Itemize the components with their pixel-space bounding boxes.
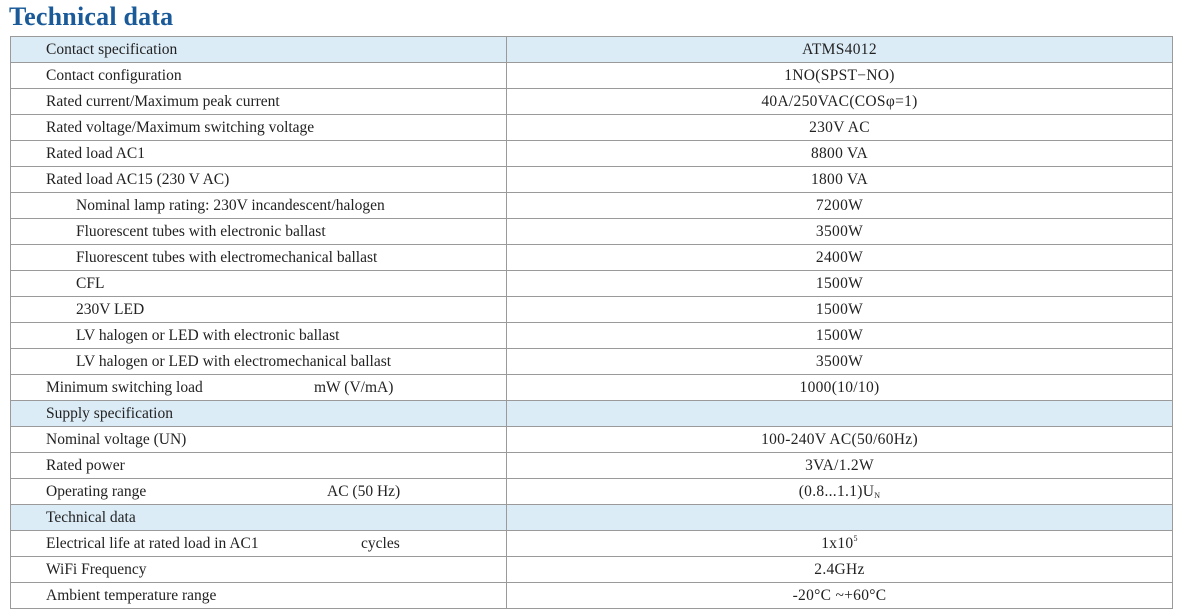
row-value: 1000(10/10) [507,375,1173,401]
row-label-cell [11,479,507,505]
row-label: Rated load AC1 [11,141,507,167]
row-value: (0.8...1.1)U [798,482,875,500]
table-row [11,245,1173,271]
row-unit: mW (V/mA) [314,378,394,396]
row-value: 1500W [507,297,1173,323]
row-value: 7200W [507,193,1173,219]
row-label-cell [11,531,507,557]
row-value: 3500W [507,219,1173,245]
row-unit: cycles [361,534,400,552]
row-label: Fluorescent tubes with electronic ballast [11,219,507,245]
table-row [11,375,1173,401]
row-value-cell [507,531,1173,557]
row-value [507,401,1173,427]
row-label: Minimum switching load [46,378,203,396]
value-superscript: 5 [853,534,858,543]
technical-data-table [10,36,1173,609]
row-label: Contact specification [11,37,507,63]
table-row [11,219,1173,245]
row-value-cell [507,479,1173,505]
table-row [11,557,1173,583]
section-header-row [11,505,1173,531]
table-row [11,531,1173,557]
table-row [11,349,1173,375]
page-title: Technical data [9,2,174,31]
table-row [11,453,1173,479]
row-value: 2400W [507,245,1173,271]
row-label: Electrical life at rated load in AC1 [46,534,259,552]
row-value: 8800 VA [507,141,1173,167]
table-row [11,37,1173,63]
row-label: Operating range [46,482,147,500]
row-value: 230V AC [507,115,1173,141]
table-row [11,141,1173,167]
row-value: ATMS4012 [507,37,1173,63]
table-row [11,297,1173,323]
row-label: Fluorescent tubes with electromechanical ballast [11,245,507,271]
row-label: Nominal lamp rating: 230V incandescent/halogen [11,193,507,219]
row-value: 1NO(SPST−NO) [507,63,1173,89]
row-value: 1500W [507,271,1173,297]
row-label: 230V LED [11,297,507,323]
table-row [11,427,1173,453]
row-unit: AC (50 Hz) [327,482,401,500]
table-row [11,193,1173,219]
row-label: Rated load AC15 (230 V AC) [11,167,507,193]
row-value: 3VA/1.2W [507,453,1173,479]
row-label: LV halogen or LED with electronic ballast [11,323,507,349]
value-subscript: N [874,490,881,500]
row-value: 1x10 [821,535,854,552]
row-label: Rated voltage/Maximum switching voltage [11,115,507,141]
row-label: WiFi Frequency [11,557,507,583]
row-value: 2.4GHz [507,557,1173,583]
table-row [11,115,1173,141]
table-row [11,167,1173,193]
row-value: 100-240V AC(50/60Hz) [507,427,1173,453]
row-value: 1500W [507,323,1173,349]
row-label: Nominal voltage (UN) [11,427,507,453]
table-row [11,271,1173,297]
row-label-cell [11,375,507,401]
row-label: Rated current/Maximum peak current [11,89,507,115]
row-label: Rated power [11,453,507,479]
row-value: 40A/250VAC(COSφ=1) [507,89,1173,115]
row-label: CFL [11,271,507,297]
row-value: 3500W [507,349,1173,375]
row-value [507,505,1173,531]
section-header-technical: Technical data [11,505,507,531]
row-label: Ambient temperature range [11,583,507,609]
table-row [11,583,1173,609]
row-value: 1800 VA [507,167,1173,193]
table-row [11,479,1173,505]
row-value: -20°C ~+60°C [507,583,1173,609]
row-label: LV halogen or LED with electromechanical ballast [11,349,507,375]
table-row [11,89,1173,115]
section-header-supply: Supply specification [11,401,507,427]
section-header-row [11,401,1173,427]
row-label: Contact configuration [11,63,507,89]
table-row [11,63,1173,89]
table-row [11,323,1173,349]
